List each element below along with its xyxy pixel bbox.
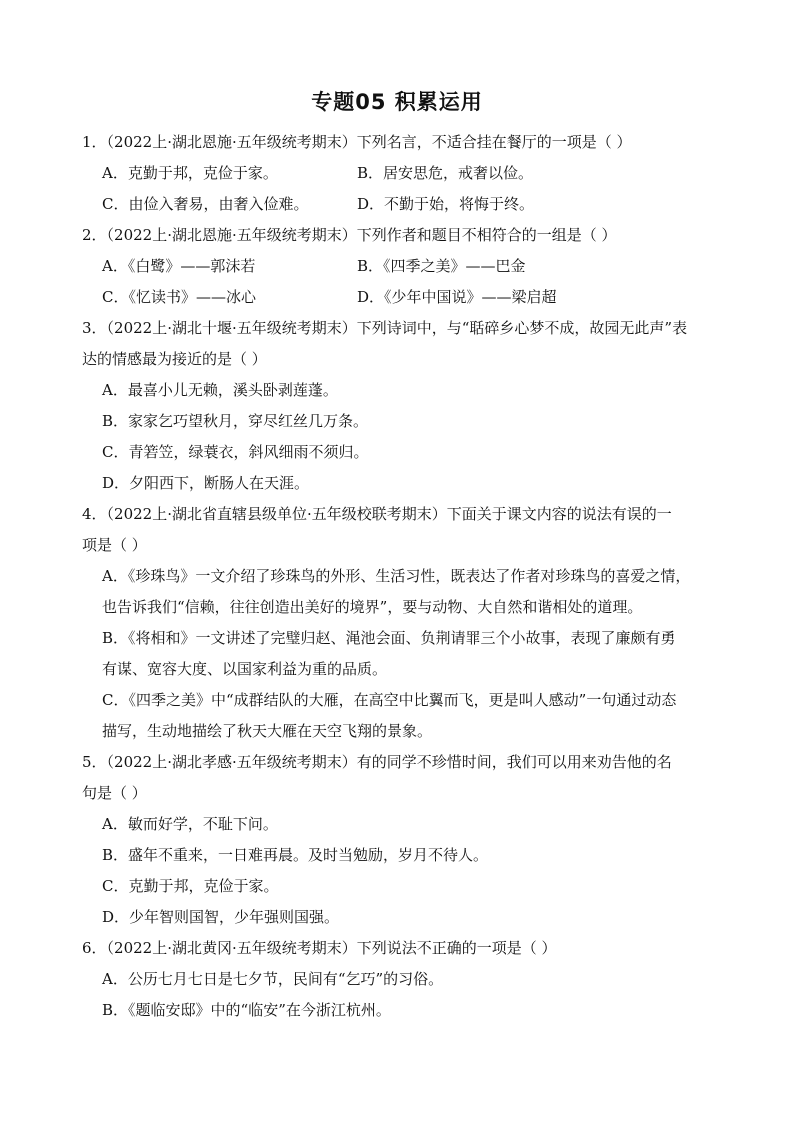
question-5-option-d: D．少年智则国智，少年强则国强。 [102, 908, 340, 926]
page-title: 专题05 积累运用 [311, 90, 483, 114]
question-1-option-a: A．克勤于邦，克俭于家。 [102, 164, 278, 182]
question-3-option-a: A．最喜小儿无赖，溪头卧剥莲蓬。 [102, 381, 338, 399]
question-3-option-d: D．夕阳西下，断肠人在天涯。 [102, 474, 310, 492]
question-2-option-d: D．《少年中国说》——梁启超 [357, 288, 557, 306]
question-3-option-b: B．家家乞巧望秋月，穿尽红丝几万条。 [102, 412, 369, 430]
question-6-text: 6．（2022上·湖北黄冈·五年级统考期末）下列说法不正确的一项是（ ） [82, 939, 557, 957]
question-1-option-b: B．居安思危，戒奢以俭。 [357, 164, 534, 182]
question-2-text: 2．（2022上·湖北恩施·五年级统考期末）下列作者和题目不相符合的一组是（ ） [82, 226, 617, 244]
question-5-option-b: B．盛年不重来，一日难再晨。及时当勉励，岁月不待人。 [102, 846, 489, 864]
question-1-option-c: C．由俭入奢易，由奢入俭难。 [102, 195, 309, 213]
question-3-text-line-1: 3．（2022上·湖北十堰·五年级统考期末）下列诗词中，与“聒碎乡心梦不成，故园无此声”表 [82, 319, 688, 337]
question-6-option-a: A．公历七月七日是七夕节，民间有“乞巧”的习俗。 [102, 970, 444, 988]
question-4-option-c-line-2: 描写，生动地描绘了秋天大雁在天空飞翔的景象。 [102, 722, 433, 740]
question-3-option-c: C．青箬笠，绿蓑衣，斜风细雨不须归。 [102, 443, 369, 461]
question-5-option-c: C．克勤于邦，克俭于家。 [102, 877, 279, 895]
question-4-option-b-line-2: 有谋、宽容大度、以国家利益为重的品质。 [102, 660, 388, 678]
question-4-option-c-line-1: C．《四季之美》中“成群结队的大雁，在高空中比翼而飞，更是叫人感动”一句通过动态 [102, 691, 677, 709]
question-5-text-line-2: 句是（ ） [82, 784, 147, 802]
question-1-option-d: D．不勤于始，将悔于终。 [357, 195, 535, 213]
question-5-text-line-1: 5．（2022上·湖北孝感·五年级统考期末）有的同学不珍惜时间，我们可以用来劝告他的名 [82, 753, 672, 771]
question-3-text-line-2: 达的情感最为接近的是（ ） [82, 350, 267, 368]
question-5-option-a: A．敏而好学，不耻下问。 [102, 815, 278, 833]
question-4-option-a-line-1: A．《珍珠鸟》一文介绍了珍珠鸟的外形、生活习性，既表达了作者对珍珠鸟的喜爱之情， [102, 567, 691, 585]
question-4-text-line-1: 4．（2022上·湖北省直辖县级单位·五年级校联考期末）下面关于课文内容的说法有误的一 [82, 505, 672, 523]
question-2-option-b: B．《四季之美》——巴金 [357, 257, 526, 275]
question-2-option-c: C．《忆读书》——冰心 [102, 288, 256, 306]
question-2-option-a: A．《白鹭》——郭沫若 [102, 257, 256, 275]
question-4-option-a-line-2: 也告诉我们“信赖，往往创造出美好的境界”，要与动物、大自然和谐相处的道理。 [102, 598, 643, 616]
question-4-option-b-line-1: B．《将相和》一文讲述了完璧归赵、渑池会面、负荆请罪三个小故事，表现了廉颇有勇 [102, 629, 676, 647]
question-4-text-line-2: 项是（ ） [82, 536, 147, 554]
question-6-option-b: B．《题临安邸》中的“临安”在今浙江杭州。 [102, 1001, 391, 1019]
question-1-text: 1．（2022上·湖北恩施·五年级统考期末）下列名言，不适合挂在餐厅的一项是（ ） [82, 133, 632, 151]
